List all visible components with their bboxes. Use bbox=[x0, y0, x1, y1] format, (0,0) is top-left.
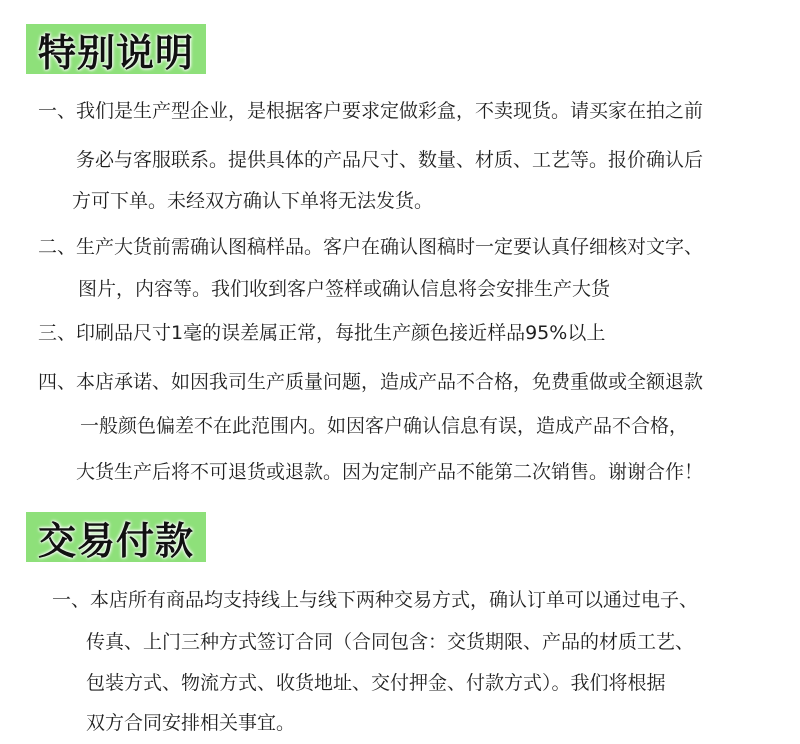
payment-line-4: 双方合同安排相关事宜。 bbox=[86, 712, 296, 734]
special-notes-line-4: 二、生产大货前需确认图稿样品。客户在确认图稿时一定要认真仔细核对文字、 bbox=[38, 236, 704, 258]
section-title-payment: 交易付款 bbox=[26, 512, 206, 562]
special-notes-line-9: 大货生产后将不可退货或退款。因为定制产品不能第二次销售。谢谢合作！ bbox=[76, 461, 704, 483]
special-notes-line-6: 三、印刷品尺寸1毫的误差属正常，每批生产颜色接近样品95%以上 bbox=[38, 322, 606, 344]
special-notes-line-2: 务必与客服联系。提供具体的产品尺寸、数量、材质、工艺等。报价确认后 bbox=[76, 149, 704, 171]
section-title-special-notes: 特别说明 bbox=[26, 24, 206, 74]
payment-line-2: 传真、上门三种方式签订合同（合同包含：交货期限、产品的材质工艺、 bbox=[86, 631, 695, 653]
special-notes-line-1: 一、我们是生产型企业，是根据客户要求定做彩盒，不卖现货。请买家在拍之前 bbox=[38, 100, 704, 122]
special-notes-line-7: 四、本店承诺、如因我司生产质量问题，造成产品不合格，免费重做或全额退款 bbox=[38, 371, 704, 393]
special-notes-line-3: 方可下单。未经双方确认下单将无法发货。 bbox=[72, 190, 434, 212]
special-notes-line-5: 图片，内容等。我们收到客户签样或确认信息将会安排生产大货 bbox=[78, 278, 611, 300]
payment-line-1: 一、本店所有商品均支持线上与线下两种交易方式，确认订单可以通过电子、 bbox=[52, 589, 699, 611]
special-notes-line-8: 一般颜色偏差不在此范围内。如因客户确认信息有误，造成产品不合格， bbox=[80, 415, 689, 437]
payment-line-3: 包装方式、物流方式、收货地址、交付押金、付款方式）。我们将根据 bbox=[86, 672, 666, 694]
